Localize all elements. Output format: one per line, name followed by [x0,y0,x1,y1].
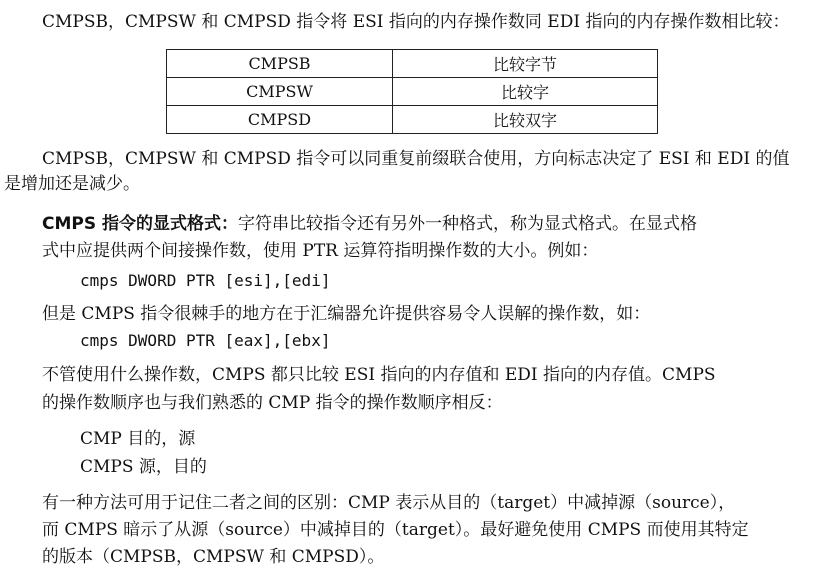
paragraph-text: 式中应提供两个间接操作数，使用 PTR 运算符指明操作数的大小。例如： [42,241,599,261]
paragraph-text: 而 CMPS 暗示了从源（source）中减掉目的（target）。最好避免使用 CMPS 而使用其特定 [42,520,749,540]
intro-text: CMPSB，CMPSW 和 CMPSD 指令将 ESI 指向的内存操作数同 EDI 指向的内存操作数相比较： [42,12,790,32]
instruction-cell: CMPSW [167,78,393,106]
syntax-example: CMPS 源，目的 [80,457,207,477]
paragraph-text: 有一种方法可用于记住二者之间的区别：CMP 表示从目的（target）中减掉源（source）， [42,493,736,513]
instruction-table [166,49,658,134]
syntax-example: CMP 目的，源 [80,429,196,449]
table-row [167,78,658,106]
instruction-cell: CMPSD [167,106,393,134]
paragraph-text: 的版本（CMPSB，CMPSW 和 CMPSD）。 [42,547,385,567]
paragraph-text: 但是 CMPS 指令很棘手的地方在于汇编器允许提供容易令人误解的操作数，如： [42,304,651,324]
paragraph-text: CMPSB，CMPSW 和 CMPSD 指令可以同重复前缀联合使用，方向标志决定了 ESI 和 EDI 的值 [42,149,790,169]
instruction-cell: CMPSB [167,50,393,78]
paragraph-text: 是增加还是减少。 [4,174,140,194]
paragraph-text: 不管使用什么操作数，CMPS 都只比较 ESI 指向的内存值和 EDI 指向的内存值。CMPS [42,365,716,385]
description-cell: 比较字节 [393,50,658,78]
description-cell: 比较双字 [393,106,658,134]
section-heading: CMPS 指令的显式格式： [42,214,239,234]
table-row [167,106,658,134]
table-row [167,50,658,78]
code-example: cmps DWORD PTR [eax],[ebx] [80,331,331,350]
paragraph-text: 字符串比较指令还有另外一种格式，称为显式格式。在显式格 [238,214,698,234]
code-example: cmps DWORD PTR [esi],[edi] [80,271,331,290]
description-cell: 比较字 [393,78,658,106]
explicit-format-line [42,213,697,235]
paragraph-text: 的操作数顺序也与我们熟悉的 CMP 指令的操作数顺序相反： [42,393,503,413]
